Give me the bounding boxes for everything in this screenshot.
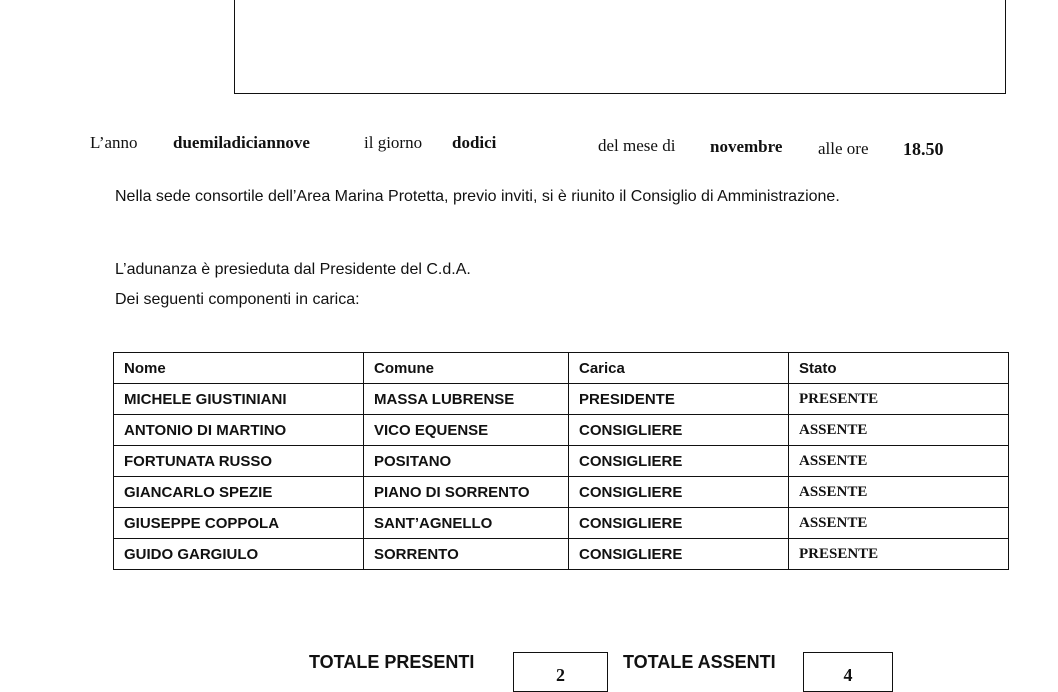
header-stato: Stato	[789, 353, 1009, 384]
table-row	[114, 384, 1009, 415]
cell-comune: PIANO DI SORRENTO	[364, 477, 569, 508]
header-comune: Comune	[364, 353, 569, 384]
totale-presenti-box	[513, 652, 608, 692]
table-row	[114, 415, 1009, 446]
cell-nome: GUIDO GARGIULO	[114, 539, 364, 570]
cell-nome: ANTONIO DI MARTINO	[114, 415, 364, 446]
totale-presenti-label: TOTALE PRESENTI	[309, 652, 475, 672]
paragraph-componenti: Dei seguenti componenti in carica:	[115, 291, 360, 308]
cell-nome: MICHELE GIUSTINIANI	[114, 384, 364, 415]
cell-comune: VICO EQUENSE	[364, 415, 569, 446]
anno-label: L’anno	[90, 133, 138, 152]
table-row	[114, 508, 1009, 539]
cell-carica: CONSIGLIERE	[569, 415, 789, 446]
ore-value: 18.50	[903, 139, 944, 159]
title-box	[234, 0, 1006, 94]
cell-carica: PRESIDENTE	[569, 384, 789, 415]
mese-value: novembre	[710, 137, 783, 156]
header-carica: Carica	[569, 353, 789, 384]
cell-comune: SANT’AGNELLO	[364, 508, 569, 539]
header-nome: Nome	[114, 353, 364, 384]
cell-comune: POSITANO	[364, 446, 569, 477]
cell-carica: CONSIGLIERE	[569, 446, 789, 477]
cell-nome: GIUSEPPE COPPOLA	[114, 508, 364, 539]
cell-comune: SORRENTO	[364, 539, 569, 570]
cell-stato: ASSENTE	[789, 446, 1009, 477]
cell-stato: ASSENTE	[789, 415, 1009, 446]
paragraph-adunanza: L’adunanza è presieduta dal Presidente del C.d.A.	[115, 261, 471, 278]
cell-comune: MASSA LUBRENSE	[364, 384, 569, 415]
cell-carica: CONSIGLIERE	[569, 477, 789, 508]
mese-label: del mese di	[598, 136, 676, 155]
table-row	[114, 539, 1009, 570]
paragraph-sede: Nella sede consortile dell’Area Marina Protetta, previo inviti, si è riunito il Consiglio di Amministrazione.	[115, 188, 840, 205]
cell-stato: PRESENTE	[789, 539, 1009, 570]
table-row	[114, 477, 1009, 508]
members-table	[113, 352, 1009, 570]
cell-stato: PRESENTE	[789, 384, 1009, 415]
table-header-row	[114, 353, 1009, 384]
cell-nome: GIANCARLO SPEZIE	[114, 477, 364, 508]
totale-assenti-label: TOTALE ASSENTI	[623, 652, 776, 672]
cell-nome: FORTUNATA RUSSO	[114, 446, 364, 477]
totale-assenti-box	[803, 652, 893, 692]
giorno-label: il giorno	[364, 133, 423, 152]
totale-presenti-value: 2	[556, 665, 565, 685]
ore-label: alle ore	[818, 139, 869, 158]
cell-stato: ASSENTE	[789, 508, 1009, 539]
cell-stato: ASSENTE	[789, 477, 1009, 508]
table-row	[114, 446, 1009, 477]
giorno-value: dodici	[452, 133, 497, 152]
cell-carica: CONSIGLIERE	[569, 539, 789, 570]
cell-carica: CONSIGLIERE	[569, 508, 789, 539]
anno-value: duemiladiciannove	[173, 133, 310, 152]
totale-assenti-value: 4	[843, 665, 853, 685]
